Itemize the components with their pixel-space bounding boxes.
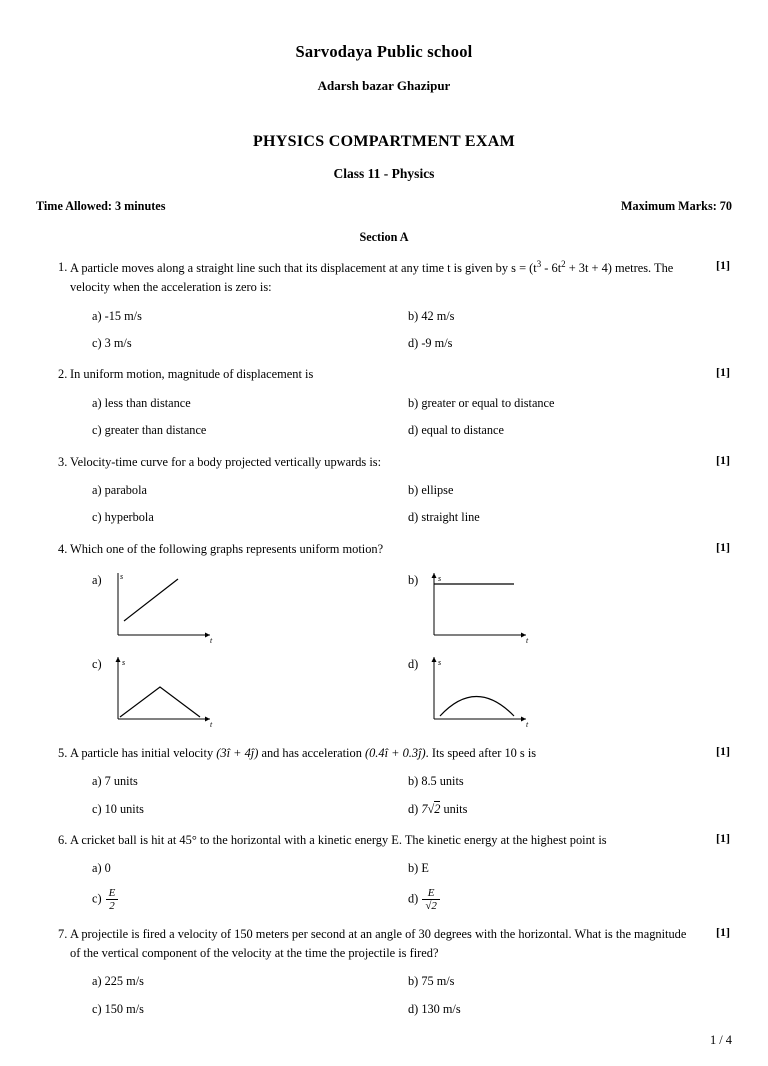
question-6-options [92, 859, 732, 912]
svg-text:t: t [526, 719, 529, 729]
exam-title: PHYSICS COMPARTMENT EXAM [252, 133, 516, 150]
question-6-option-c-numerator: E [108, 886, 116, 899]
question-5-option-d-radicand: 2 [434, 801, 441, 816]
question-2 [36, 365, 732, 439]
question-2-number: 2. [58, 367, 68, 382]
question-3 [36, 453, 732, 527]
question-4-option-b[interactable] [408, 563, 732, 647]
question-1-option-c[interactable]: c) 3 m/s [92, 336, 132, 350]
question-5-option-d[interactable]: d) 7√2 units [408, 801, 468, 816]
graph-horizontal-line-icon [426, 569, 536, 647]
question-5-option-a[interactable]: a) 7 units [92, 774, 138, 789]
time-allowed: Time Allowed: 3 minutes [36, 199, 166, 213]
question-6-option-d-numerator: E [427, 886, 435, 899]
question-4-text: Which one of the following graphs represents uniform motion? [70, 541, 384, 556]
question-5-option-b[interactable]: b) 8.5 units [408, 774, 464, 789]
question-7-marks: [1] [716, 924, 730, 939]
question-5-options [92, 772, 732, 818]
question-2-option-b[interactable]: b) greater or equal to distance [408, 395, 555, 410]
question-6 [36, 831, 732, 912]
question-5-text-mid: and has acceleration [258, 745, 365, 760]
question-4-marks: [1] [716, 539, 730, 554]
question-2-text: In uniform motion, magnitude of displacement is [70, 367, 314, 382]
page-number: 1 / 4 [709, 1033, 732, 1047]
graph-arch-curve-icon [426, 653, 536, 731]
question-1-text-post: + 3t + 4) metres. The velocity when the acceleration is zero is: [70, 261, 674, 295]
question-4-option-a[interactable] [92, 563, 408, 647]
svg-text:t: t [526, 635, 529, 645]
question-6-option-c-denominator: 2 [106, 899, 119, 912]
question-2-option-c[interactable]: c) greater than distance [92, 423, 207, 438]
question-3-marks: [1] [716, 452, 730, 467]
question-1-exponent-2: 2 [561, 259, 566, 269]
question-7-option-b[interactable]: b) 75 m/s [408, 974, 455, 989]
graph-triangle-peak-icon [110, 653, 220, 731]
school-address: Adarsh bazar Ghazipur [317, 78, 451, 93]
question-6-option-d-prefix: d) [408, 891, 422, 906]
question-4-option-c-label: c) [92, 656, 102, 671]
question-1-marks: [1] [716, 258, 730, 272]
question-1-option-b[interactable]: b) 42 m/s [408, 308, 455, 323]
question-5-option-d-suffix: units [440, 801, 468, 816]
question-3-number: 3. [58, 454, 68, 469]
document-page [0, 42, 768, 1066]
question-6-option-a[interactable]: a) 0 [92, 861, 111, 876]
svg-text:s: s [122, 657, 126, 667]
question-4-option-c[interactable] [92, 647, 408, 731]
question-6-option-c-prefix: c) [92, 891, 105, 906]
question-1-text [70, 258, 732, 298]
maximum-marks: Maximum Marks: 70 [620, 199, 732, 213]
question-5-text-pre: A particle has initial velocity [70, 745, 217, 760]
question-5-text-post: . Its speed after 10 s is [425, 745, 537, 760]
question-1 [36, 258, 732, 352]
question-4-option-a-label: a) [92, 572, 102, 587]
question-1-number: 1. [58, 260, 68, 274]
svg-text:s: s [120, 571, 124, 581]
question-5-number: 5. [58, 745, 68, 760]
question-6-option-b[interactable]: b) E [408, 861, 429, 876]
question-5-option-c[interactable]: c) 10 units [92, 801, 144, 816]
question-6-text: A cricket ball is hit at 45° to the horizontal with a kinetic energy E. The kinetic energy at the highest point is [70, 832, 607, 847]
question-5 [36, 744, 732, 818]
question-4 [36, 540, 732, 731]
exam-meta-row [0, 199, 768, 214]
question-5-marks: [1] [716, 743, 730, 758]
question-5-option-d-coefficient: 7 [421, 801, 428, 816]
question-7-text: A projectile is fired a velocity of 150 meters per second at an angle of 30 degrees with the horizontal. What is the magnitude of the vertical component of the velocity at the time the projectile is fired? [70, 926, 687, 960]
question-3-text: Velocity-time curve for a body projected vertically upwards is: [70, 454, 382, 469]
question-2-option-a[interactable]: a) less than distance [92, 395, 191, 410]
question-3-option-a[interactable]: a) parabola [92, 482, 147, 497]
class-subject-line: Class 11 - Physics [333, 166, 435, 181]
svg-text:t: t [210, 635, 213, 645]
question-1-exponent-3: 3 [536, 259, 542, 269]
graph-rising-line-icon [110, 569, 220, 647]
question-6-option-d-denominator: √2 [422, 899, 440, 912]
question-7-option-d[interactable]: d) 130 m/s [408, 1001, 461, 1016]
question-6-number: 6. [58, 832, 68, 847]
question-4-option-b-label: b) [408, 572, 419, 587]
question-7-option-a[interactable]: a) 225 m/s [92, 974, 144, 989]
question-6-marks: [1] [716, 830, 730, 845]
question-7-options [92, 972, 732, 1018]
question-7-option-c[interactable]: c) 150 m/s [92, 1001, 144, 1016]
question-1-options [92, 307, 732, 353]
section-title: Section A [359, 230, 409, 244]
svg-text:s: s [438, 657, 442, 667]
question-1-option-a[interactable]: a) -15 m/s [92, 308, 142, 323]
question-4-option-d[interactable] [408, 647, 732, 731]
question-1-text-mid: - 6t [541, 261, 562, 276]
question-6-option-d[interactable] [408, 887, 732, 912]
question-3-option-c[interactable]: c) hyperbola [92, 510, 154, 525]
question-1-option-d[interactable]: d) -9 m/s [408, 336, 453, 350]
question-1-text-pre: A particle moves along a straight line such that its displacement at any time t is given by s = (t [70, 261, 537, 276]
svg-text:t: t [210, 719, 213, 729]
question-4-graph-options [92, 563, 732, 731]
question-list [0, 258, 768, 1018]
question-5-vector-initial-velocity: (3î + 4ĵ) [216, 745, 259, 760]
question-2-option-d[interactable]: d) equal to distance [408, 423, 504, 438]
question-2-options [92, 394, 732, 440]
question-5-option-d-prefix: d) [408, 801, 422, 816]
question-3-options [92, 481, 732, 527]
question-4-option-d-label: d) [408, 656, 419, 671]
school-name: Sarvodaya Public school [295, 42, 473, 61]
question-5-vector-acceleration: (0.4î + 0.3ĵ) [364, 745, 426, 760]
question-7 [36, 925, 732, 1018]
svg-text:s: s [438, 573, 442, 583]
question-7-number: 7. [58, 926, 68, 941]
question-5-text [70, 744, 732, 763]
question-3-option-b[interactable]: b) ellipse [408, 482, 454, 497]
question-6-option-c[interactable] [92, 887, 408, 912]
question-3-option-d[interactable]: d) straight line [408, 510, 480, 525]
question-4-number: 4. [58, 541, 68, 556]
question-2-marks: [1] [716, 365, 730, 380]
